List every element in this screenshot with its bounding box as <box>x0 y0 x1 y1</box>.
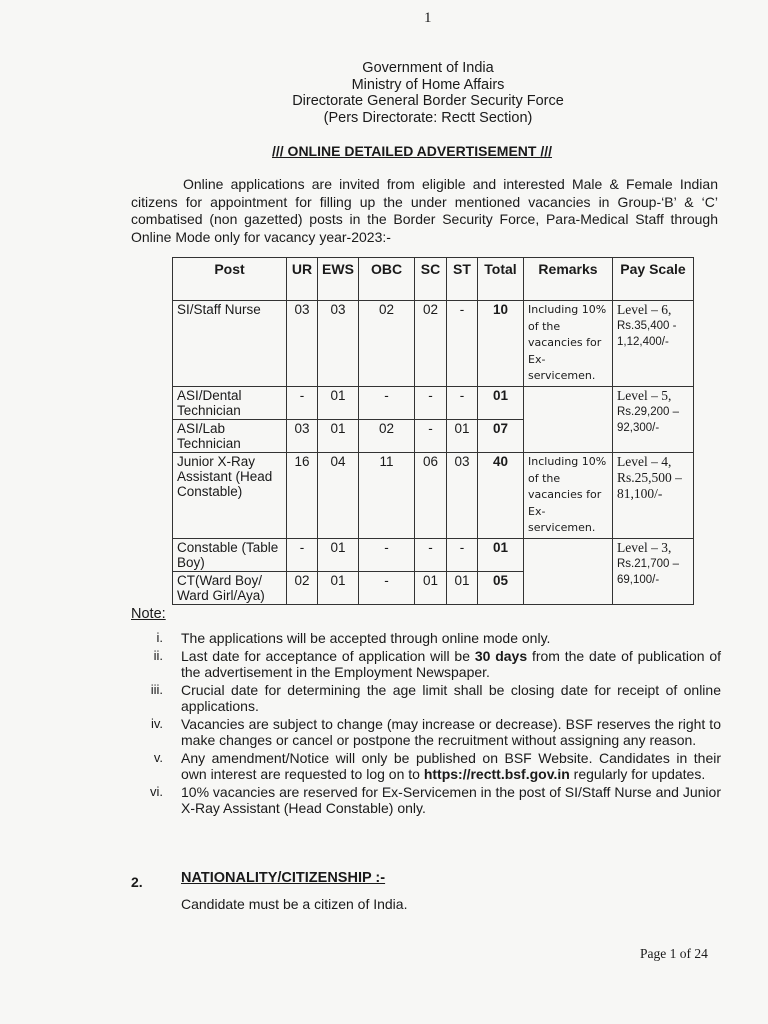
list-number: iv. <box>150 715 163 731</box>
remarks-cell: Including 10% of the vacancies for Ex-servicemen. <box>524 301 613 387</box>
post-cell: ASI/Lab Technician <box>173 420 287 453</box>
section-title: NATIONALITY/CITIZENSHIP :- <box>181 870 386 886</box>
total-cell: 01 <box>478 538 524 571</box>
sc-cell: 01 <box>415 571 447 604</box>
pay-scale-cell <box>613 538 694 604</box>
document-header <box>0 60 768 126</box>
pay-range: Rs.21,700 – 69,100/- <box>617 557 680 586</box>
list-item <box>131 716 721 749</box>
header-line: (Pers Directorate: Rectt Section) <box>323 109 533 126</box>
obc-cell: - <box>359 387 415 420</box>
list-number: i. <box>156 630 163 645</box>
st-cell: - <box>447 538 478 571</box>
pay-range: Rs.29,200 – 92,300/- <box>617 406 680 434</box>
page-footer: Page 1 of 24 <box>640 946 708 961</box>
table-header-row <box>173 258 694 301</box>
ur-cell: 16 <box>287 453 318 539</box>
sc-cell: - <box>415 420 447 453</box>
list-item <box>131 648 721 681</box>
list-number: v. <box>153 749 163 765</box>
list-number: vi. <box>150 783 163 799</box>
list-item <box>131 750 721 783</box>
total-cell: 07 <box>478 420 524 453</box>
column-header: OBC <box>359 258 415 301</box>
column-header: ST <box>447 258 478 301</box>
column-header: SC <box>415 258 447 301</box>
intro-paragraph <box>131 176 718 246</box>
pay-level: Level – 6, <box>617 302 672 317</box>
note-heading: Note: <box>131 606 166 622</box>
st-cell: - <box>447 301 478 387</box>
note-text: The applications will be accepted through online mode only. <box>181 630 551 646</box>
st-cell: 03 <box>447 453 478 539</box>
note-text: from the date of publication of the advertisement in the Employment Newspaper. <box>181 647 722 680</box>
column-header: Post <box>173 258 287 301</box>
st-cell: 01 <box>447 420 478 453</box>
column-header: Pay Scale <box>613 258 694 301</box>
header-line: Directorate General Border Security Force <box>292 93 564 109</box>
remarks-cell <box>524 387 613 453</box>
page-mark: 1 <box>424 10 432 26</box>
ur-cell: 02 <box>287 571 318 604</box>
list-number: ii. <box>153 647 163 663</box>
note-emphasis: 30 days <box>474 647 528 664</box>
website-link[interactable]: https://rectt.bsf.gov.in <box>423 766 570 782</box>
advertisement-title: /// ONLINE DETAILED ADVERTISEMENT /// <box>272 143 553 159</box>
obc-cell: 02 <box>359 301 415 387</box>
table-row <box>173 301 694 387</box>
ews-cell: 04 <box>318 453 359 539</box>
ews-cell: 03 <box>318 301 359 387</box>
vacancy-table <box>172 257 694 605</box>
total-cell: 05 <box>478 571 524 604</box>
obc-cell: 02 <box>359 420 415 453</box>
column-header: Remarks <box>524 258 613 301</box>
st-cell: 01 <box>447 571 478 604</box>
list-item <box>131 630 721 647</box>
note-text: Any amendment/Notice will only be published on BSF Website. Candidates in their own interest are requested to log on to <box>181 749 721 782</box>
header-line: Ministry of Home Affairs <box>351 76 505 93</box>
obc-cell: 11 <box>359 453 415 539</box>
remarks-cell <box>524 538 613 604</box>
ews-cell: 01 <box>318 387 359 420</box>
list-item <box>131 682 721 715</box>
note-text: Last date for acceptance of application will be <box>181 647 475 664</box>
total-cell: 10 <box>478 301 524 387</box>
pay-scale-cell <box>613 301 694 387</box>
post-cell: Constable (Table Boy) <box>173 538 287 571</box>
ur-cell: 03 <box>287 301 318 387</box>
sc-cell: 06 <box>415 453 447 539</box>
post-cell: SI/Staff Nurse <box>173 301 287 387</box>
remarks-cell: Including 10% of the vacancies for Ex-servicemen. <box>524 453 613 539</box>
st-cell: - <box>447 387 478 420</box>
ews-cell: 01 <box>318 420 359 453</box>
ur-cell: 03 <box>287 420 318 453</box>
sc-cell: - <box>415 387 447 420</box>
ur-cell: - <box>287 538 318 571</box>
ews-cell: 01 <box>318 571 359 604</box>
obc-cell: - <box>359 538 415 571</box>
pay-level: Level – 4, <box>617 454 672 469</box>
obc-cell: - <box>359 571 415 604</box>
table-row <box>173 538 694 571</box>
ur-cell: - <box>287 387 318 420</box>
note-text: Vacancies are subject to change (may increase or decrease). BSF reserves the right to make changes or cancel or postpone the recruitment without assigning any reason. <box>181 715 721 748</box>
section-number: 2. <box>131 874 143 890</box>
total-cell: 01 <box>478 387 524 420</box>
sc-cell: - <box>415 538 447 571</box>
intro-text: Online applications are invited from eligible and interested Male & Female Indian citizens for appointment for filling up the under mentioned vacancies in Group-‘B’ & ‘C’ combatised (non gazetted) posts in the Border Security Force, Para-Medical Staff through Online Mode only for vacancy year-2023:- <box>131 176 718 245</box>
table-row <box>173 453 694 539</box>
column-header: UR <box>287 258 318 301</box>
pay-level: Level – 3, <box>617 539 672 555</box>
list-item <box>131 784 721 817</box>
list-number: iii. <box>150 681 163 697</box>
table-row <box>173 387 694 420</box>
post-cell: ASI/Dental Technician <box>173 387 287 420</box>
note-text: regularly for updates. <box>569 766 706 782</box>
post-cell: Junior X-Ray Assistant (Head Constable) <box>173 453 287 539</box>
notes-list <box>131 630 721 818</box>
pay-range: Rs.25,500 – 81,100/- <box>617 470 682 501</box>
pay-scale-cell <box>613 453 694 539</box>
note-text: Crucial date for determining the age limit shall be closing date for receipt of online applications. <box>181 681 721 714</box>
total-cell: 40 <box>478 453 524 539</box>
sc-cell: 02 <box>415 301 447 387</box>
column-header: Total <box>478 258 524 301</box>
note-text: 10% vacancies are reserved for Ex-Servicemen in the post of SI/Staff Nurse and Junior X-Ray Assistant (Head Constable) only. <box>181 783 721 816</box>
pay-scale-cell <box>613 387 694 453</box>
post-cell: CT(Ward Boy/ Ward Girl/Aya) <box>173 571 287 604</box>
section-body: Candidate must be a citizen of India. <box>181 896 408 912</box>
header-line: Government of India <box>362 60 494 76</box>
pay-range: Rs.35,400 - 1,12,400/- <box>617 320 677 348</box>
ews-cell: 01 <box>318 538 359 571</box>
column-header: EWS <box>318 258 359 301</box>
pay-level: Level – 5, <box>617 388 672 403</box>
